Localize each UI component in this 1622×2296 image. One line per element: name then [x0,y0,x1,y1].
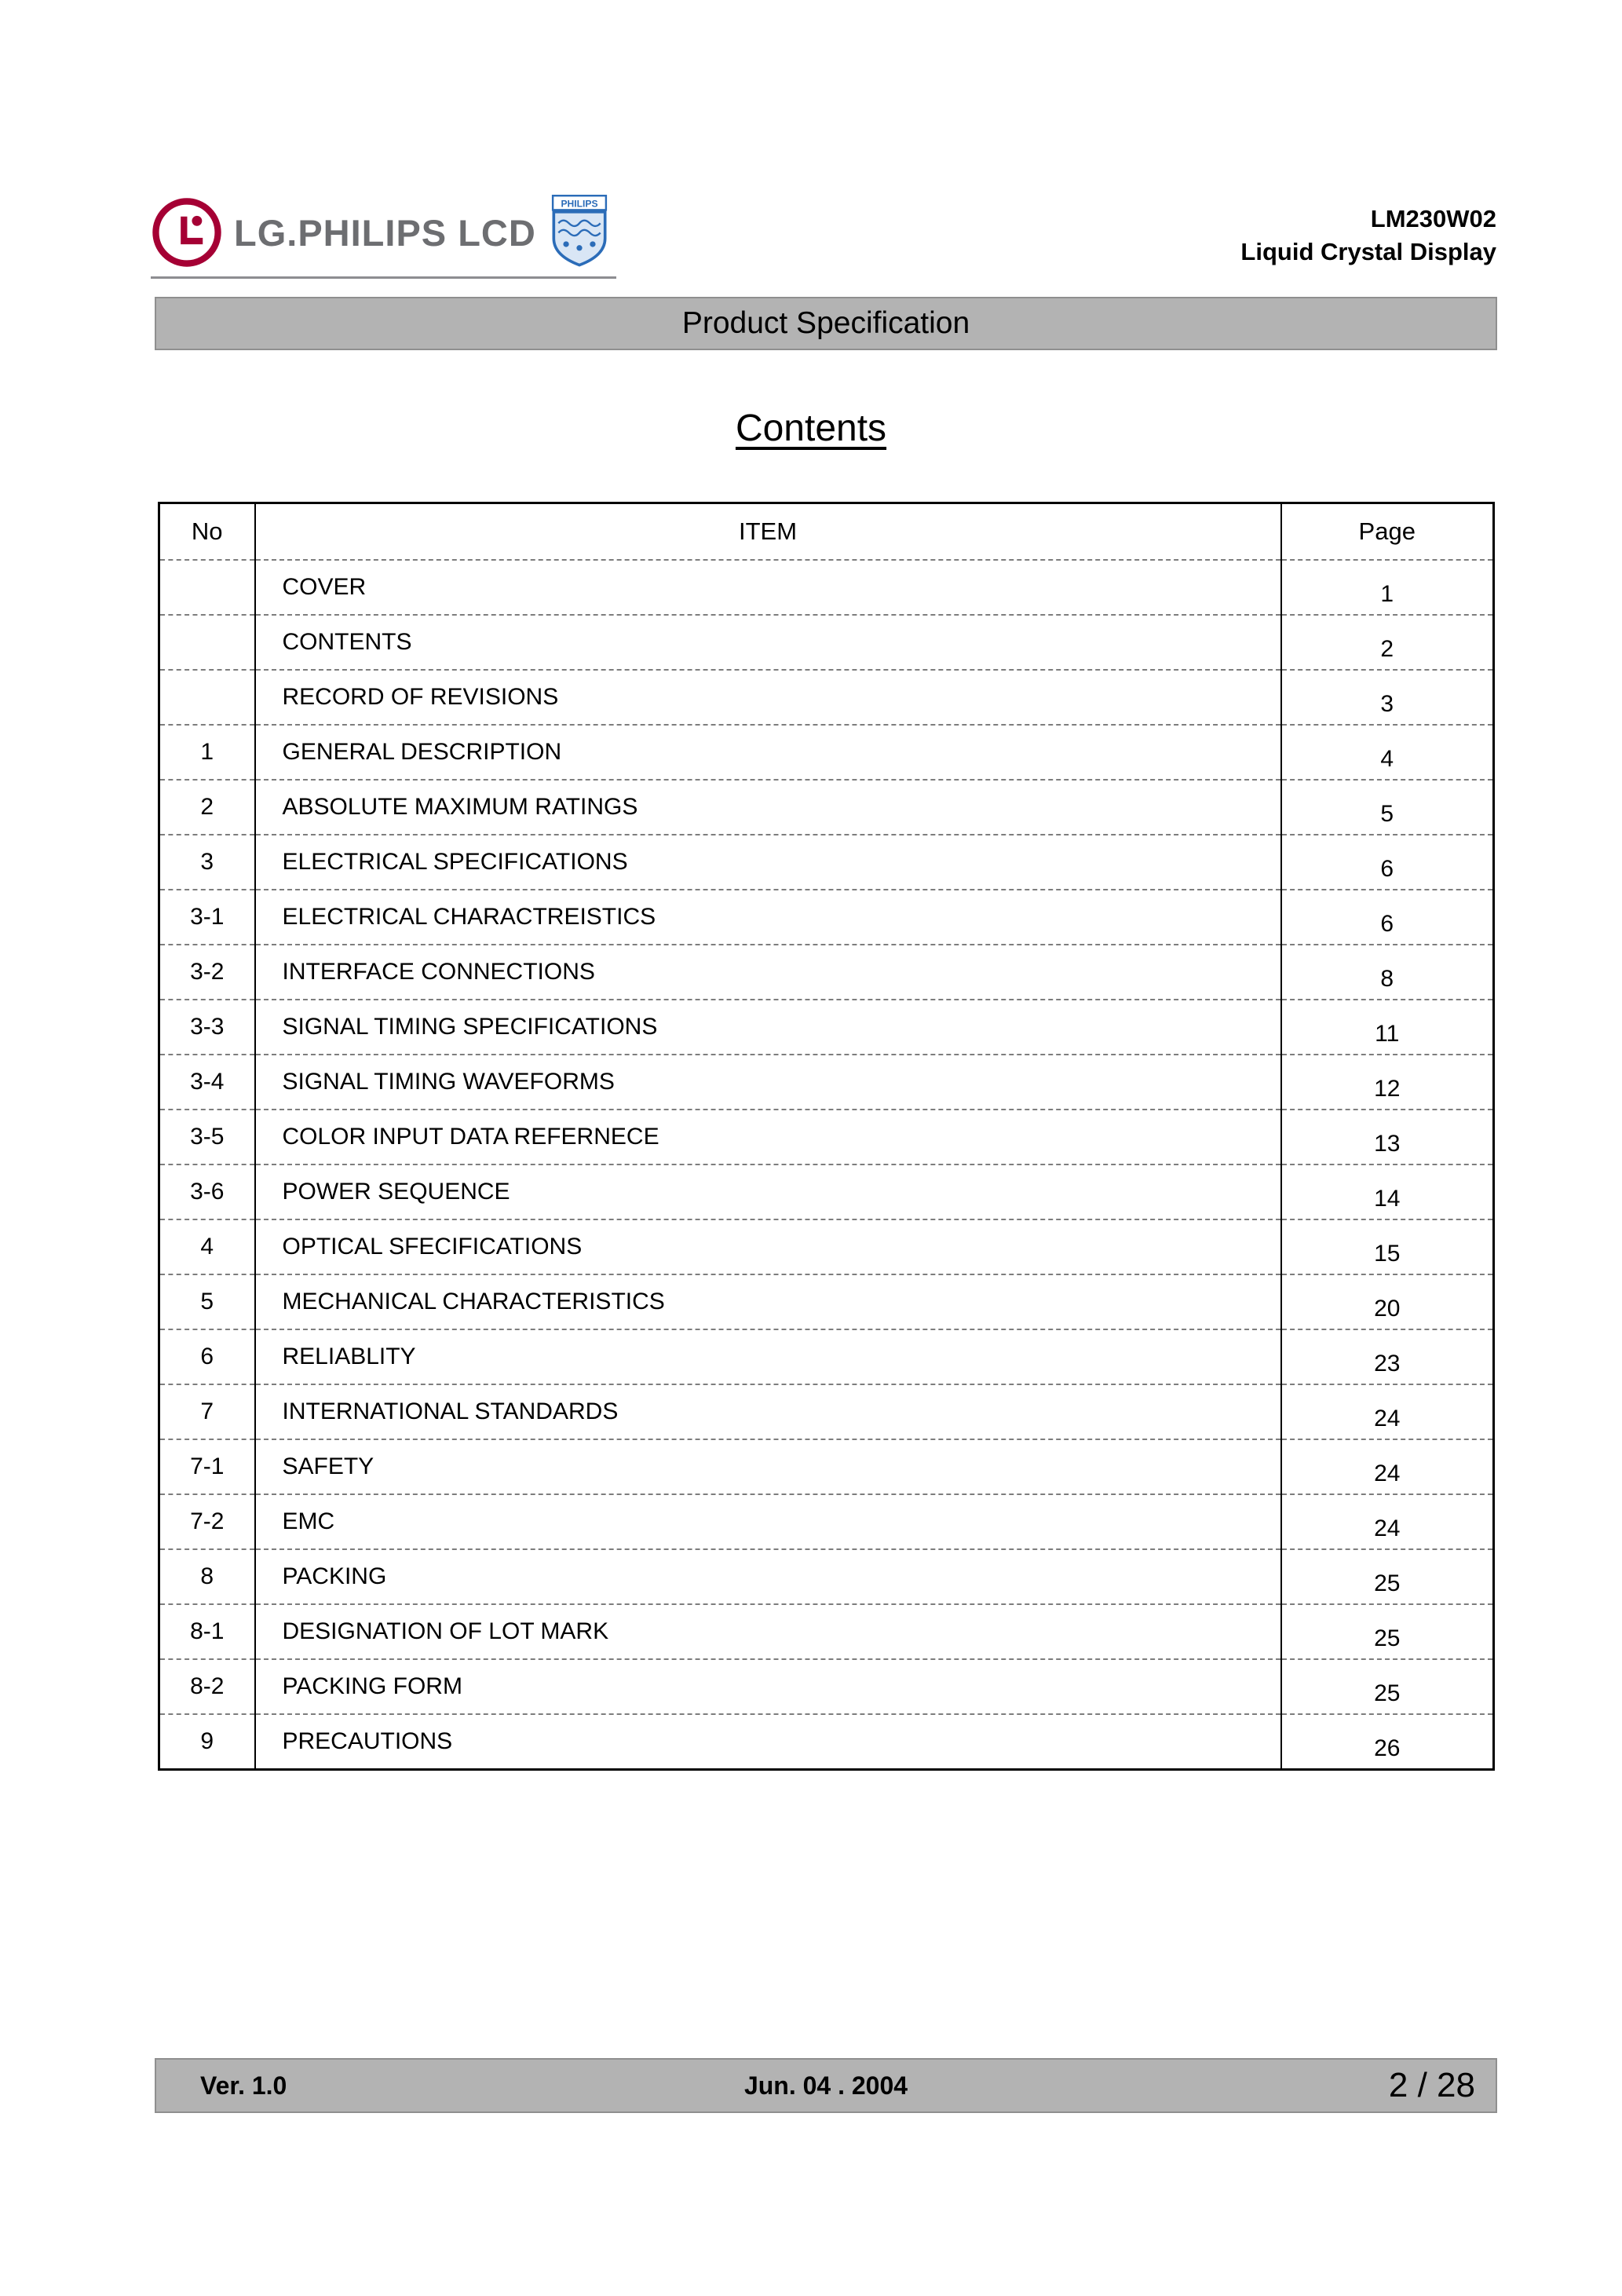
row-page: 24 [1281,1384,1494,1439]
table-row [159,835,1494,890]
row-no: 3-3 [159,1000,255,1055]
table-row [159,1329,1494,1384]
document-id-block [1240,203,1496,269]
row-no: 3-5 [159,1110,255,1164]
row-no: 8-2 [159,1659,255,1714]
table-row [159,1714,1494,1769]
table-row [159,890,1494,945]
row-page: 20 [1281,1274,1494,1329]
row-no: 2 [159,780,255,835]
row-no: 7 [159,1384,255,1439]
row-item: PACKING [255,1549,1281,1604]
row-item: OPTICAL SFECIFICATIONS [255,1219,1281,1274]
row-no: 8 [159,1549,255,1604]
philips-shield-icon [550,195,608,267]
row-page: 4 [1281,725,1494,780]
table-row [159,725,1494,780]
table-row [159,1659,1494,1714]
row-page: 26 [1281,1714,1494,1769]
row-no: 3-4 [159,1055,255,1110]
table-row [159,1000,1494,1055]
table-row [159,780,1494,835]
brand-text: LG.PHILIPS LCD [234,211,536,254]
row-page: 12 [1281,1055,1494,1110]
column-header-page: Page [1281,503,1494,561]
model-number: LM230W02 [1370,205,1496,232]
row-no: 3-1 [159,890,255,945]
row-item: PRECAUTIONS [255,1714,1281,1769]
table-row [159,1384,1494,1439]
row-item: SIGNAL TIMING WAVEFORMS [255,1055,1281,1110]
column-header-item: ITEM [255,503,1281,561]
row-page: 25 [1281,1604,1494,1659]
row-page: 1 [1281,560,1494,615]
row-page: 24 [1281,1439,1494,1494]
table-row [159,1219,1494,1274]
row-page: 5 [1281,780,1494,835]
row-no: 3-6 [159,1164,255,1219]
row-item: ABSOLUTE MAXIMUM RATINGS [255,780,1281,835]
product-name: Liquid Crystal Display [1240,238,1496,265]
version-label: Ver. 1.0 [200,2071,287,2100]
table-row [159,1274,1494,1329]
table-row [159,945,1494,1000]
column-header-no: No [159,503,255,561]
row-item: COLOR INPUT DATA REFERNECE [255,1110,1281,1164]
row-page: 14 [1281,1164,1494,1219]
row-no: 4 [159,1219,255,1274]
row-no [159,560,255,615]
philips-label: PHILIPS [561,198,598,210]
row-no: 5 [159,1274,255,1329]
row-page: 15 [1281,1219,1494,1274]
table-row [159,1164,1494,1219]
row-item: SIGNAL TIMING SPECIFICATIONS [255,1000,1281,1055]
lg-emblem-icon [151,196,223,269]
row-item: GENERAL DESCRIPTION [255,725,1281,780]
row-page: 11 [1281,1000,1494,1055]
table-row [159,1055,1494,1110]
row-no: 9 [159,1714,255,1769]
row-item: COVER [255,560,1281,615]
row-no: 3 [159,835,255,890]
row-item: RELIABLITY [255,1329,1281,1384]
row-page: 25 [1281,1549,1494,1604]
row-item: DESIGNATION OF LOT MARK [255,1604,1281,1659]
table-row [159,1110,1494,1164]
row-no: 3-2 [159,945,255,1000]
row-item: INTERFACE CONNECTIONS [255,945,1281,1000]
row-item: SAFETY [255,1439,1281,1494]
page-indicator: 2 / 28 [1388,2066,1475,2104]
row-page: 13 [1281,1110,1494,1164]
contents-table [158,502,1495,1771]
row-item: ELECTRICAL SPECIFICATIONS [255,835,1281,890]
row-no [159,615,255,670]
footer-banner [155,2058,1497,2113]
row-page: 24 [1281,1494,1494,1549]
row-page: 23 [1281,1329,1494,1384]
row-page: 3 [1281,670,1494,725]
row-page: 6 [1281,835,1494,890]
table-row [159,1604,1494,1659]
table-row [159,615,1494,670]
table-header-row [159,503,1494,561]
table-row [159,670,1494,725]
date-label: Jun. 04 . 2004 [743,2071,908,2100]
row-page: 6 [1281,890,1494,945]
spec-banner [155,297,1497,350]
page-title: Contents [735,408,887,449]
row-item: EMC [255,1494,1281,1549]
spec-banner-label: Product Specification [681,306,970,340]
row-page: 8 [1281,945,1494,1000]
row-item: MECHANICAL CHARACTERISTICS [255,1274,1281,1329]
row-no [159,670,255,725]
row-item: INTERNATIONAL STANDARDS [255,1384,1281,1439]
table-row [159,1439,1494,1494]
row-no: 8-1 [159,1604,255,1659]
table-row [159,1494,1494,1549]
row-page: 25 [1281,1659,1494,1714]
row-item: CONTENTS [255,615,1281,670]
logo-row [151,195,616,279]
row-no: 7-1 [159,1439,255,1494]
row-item: POWER SEQUENCE [255,1164,1281,1219]
row-item: ELECTRICAL CHARACTREISTICS [255,890,1281,945]
row-item: RECORD OF REVISIONS [255,670,1281,725]
row-item: PACKING FORM [255,1659,1281,1714]
table-row [159,1549,1494,1604]
row-no: 7-2 [159,1494,255,1549]
lg-philips-logo [151,195,616,279]
row-page: 2 [1281,615,1494,670]
table-row [159,560,1494,615]
row-no: 6 [159,1329,255,1384]
row-no: 1 [159,725,255,780]
